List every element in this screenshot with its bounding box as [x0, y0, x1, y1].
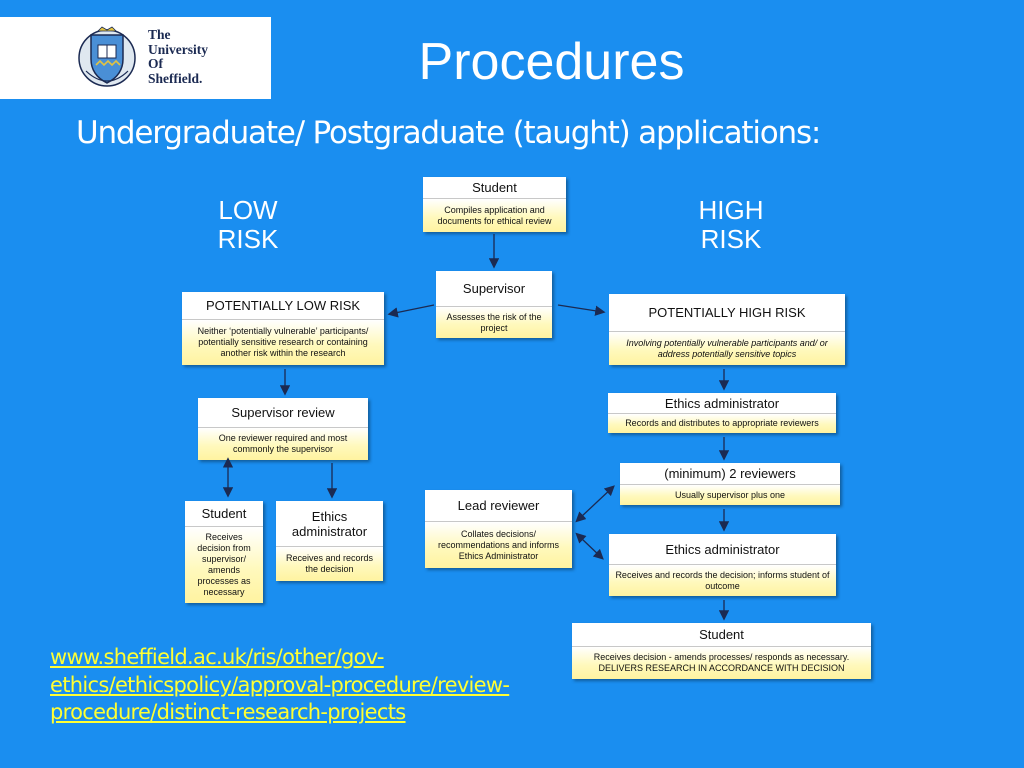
box-heading: Lead reviewer — [425, 490, 572, 522]
box-heading: (minimum) 2 reviewers — [620, 463, 840, 485]
arrow-supervisor-to-high-risk — [558, 305, 603, 312]
box-heading: Ethics administrator — [608, 393, 836, 414]
arrow-reviewers-lead — [581, 487, 613, 517]
box-body: Involving potentially vulnerable participants and/ or address potentially sensitive topics — [609, 332, 845, 365]
low-risk-label: LOW RISK — [217, 195, 279, 254]
ethics-admin-high-2-box — [609, 534, 836, 596]
low-risk-box — [182, 292, 384, 365]
box-heading: POTENTIALLY LOW RISK — [182, 292, 384, 320]
procedure-link[interactable]: www.sheffield.ac.uk/ris/other/gov-ethics/ethicspolicy/approval-procedure/review-procedure/distinct-research-projects — [50, 645, 510, 724]
ethics-admin-low-box — [276, 501, 383, 581]
box-heading: Student — [185, 501, 263, 527]
box-body: Records and distributes to appropriate reviewers — [608, 414, 836, 433]
page-subtitle: Undergraduate/ Postgraduate (taught) applications: — [76, 115, 821, 151]
box-body: Receives and records the decision — [276, 547, 383, 581]
box-body: Compiles application and documents for ethical review — [423, 199, 566, 232]
logo-text: The University Of Sheffield. — [148, 27, 208, 86]
box-body: Usually supervisor plus one — [620, 485, 840, 505]
student-low-box — [185, 501, 263, 603]
box-heading: Ethics administrator — [276, 501, 383, 547]
arrow-supervisor-to-low-risk — [390, 305, 434, 314]
box-heading: Student — [572, 623, 871, 647]
supervisor-review-box — [198, 398, 368, 460]
high-risk-label: HIGH RISK — [698, 195, 764, 254]
supervisor-box — [436, 271, 552, 338]
box-heading: Ethics administrator — [609, 534, 836, 565]
ethics-admin-high-1-box — [608, 393, 836, 433]
box-heading: POTENTIALLY HIGH RISK — [609, 294, 845, 332]
arrow-lead-admin — [581, 538, 602, 558]
box-body: One reviewer required and most commonly the supervisor — [198, 428, 368, 460]
page-title: Procedures — [418, 33, 685, 91]
box-body: Collates decisions/ recommendations and informs Ethics Administrator — [425, 522, 572, 568]
lead-reviewer-box — [425, 490, 572, 568]
box-body: Receives and records the decision; informs student of outcome — [609, 565, 836, 596]
box-heading: Student — [423, 177, 566, 199]
high-risk-box — [609, 294, 845, 365]
reviewers-box — [620, 463, 840, 505]
student-top-box — [423, 177, 566, 232]
student-final-box — [572, 623, 871, 679]
box-body: Assesses the risk of the project — [436, 307, 552, 338]
box-body: Neither ‘potentially vulnerable’ participants/ potentially sensitive research or containing another risk within the research — [182, 320, 384, 365]
box-body: Receives decision from supervisor/ amends processes as necessary — [185, 527, 263, 603]
box-heading: Supervisor — [436, 271, 552, 307]
box-body: Receives decision - amends processes/ responds as necessary. DELIVERS RESEARCH IN ACCORDANCE WITH DECISION — [572, 647, 871, 679]
box-heading: Supervisor review — [198, 398, 368, 428]
